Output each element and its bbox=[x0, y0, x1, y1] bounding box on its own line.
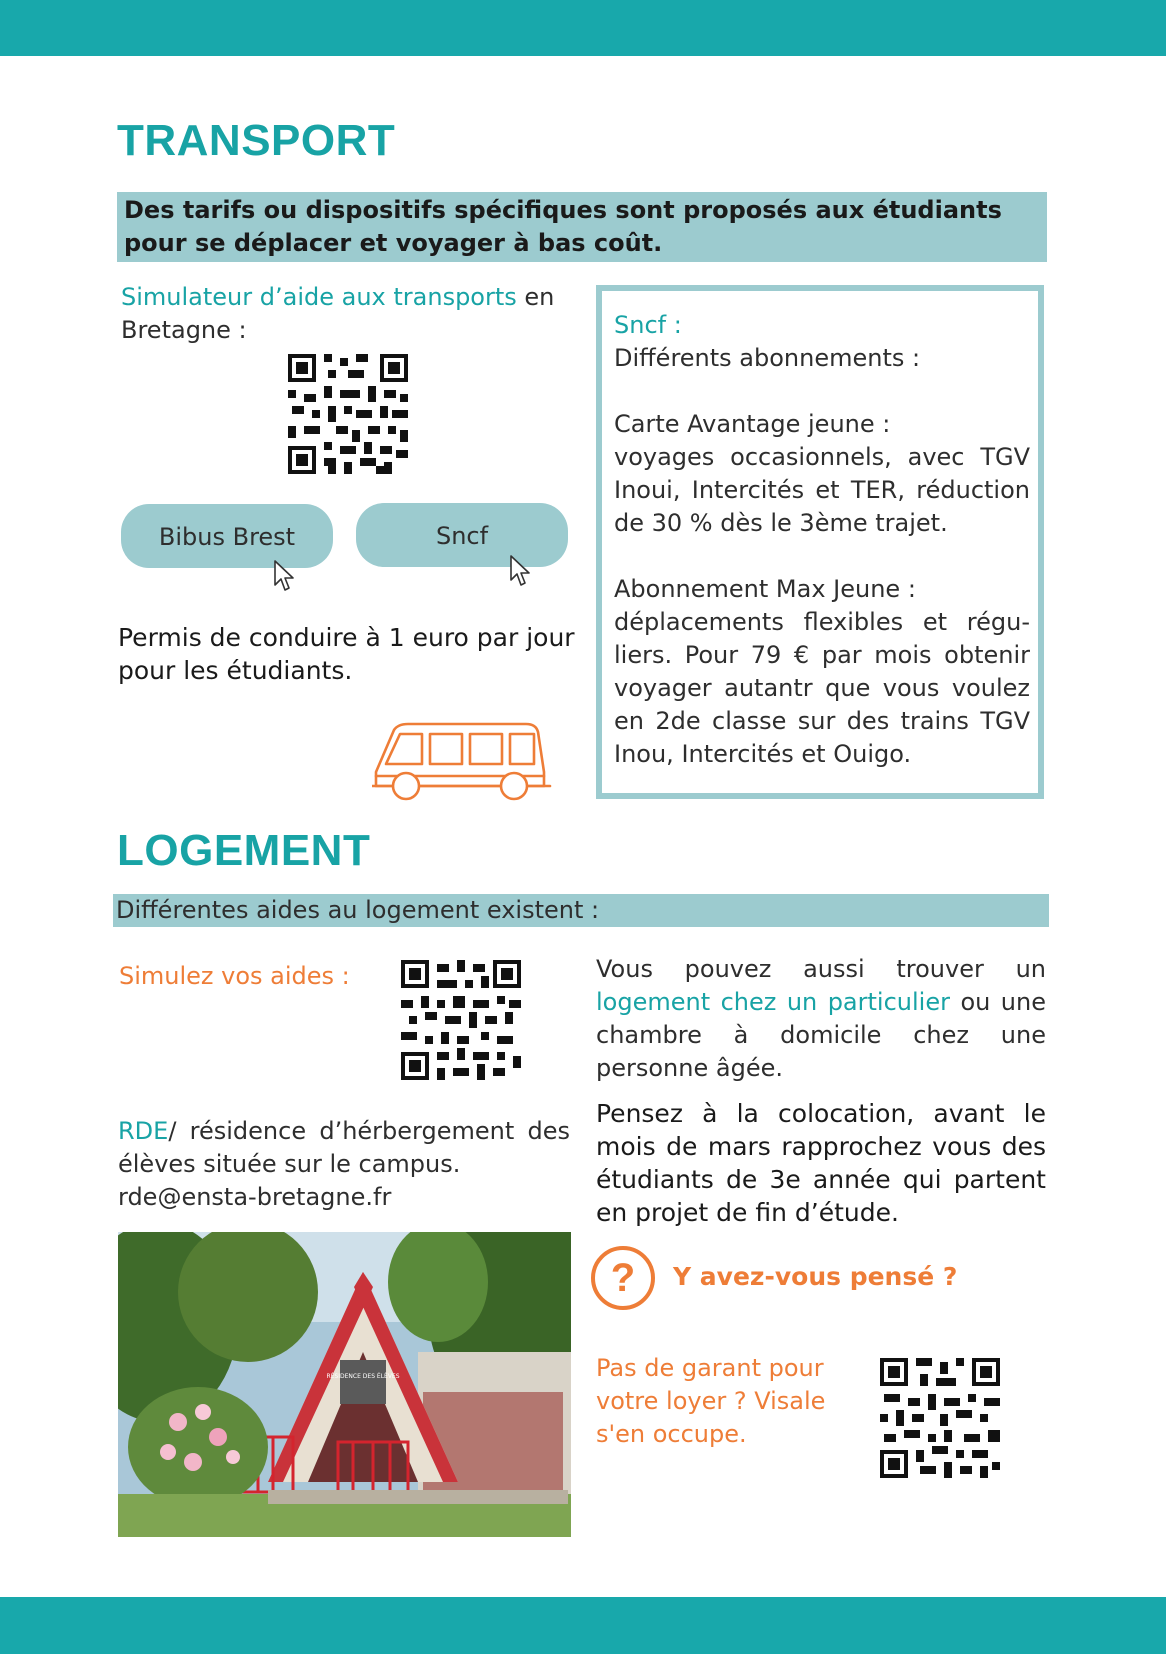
card1-text: voyages occasionnels, avec TGV Inoui, Intercités et TER, réduction de 30 % dès le 3ème trajet. bbox=[614, 443, 1030, 537]
minibus-icon bbox=[372, 718, 552, 806]
particulier-link[interactable]: logement chez un particulier bbox=[596, 988, 950, 1016]
logement-banner bbox=[113, 894, 1049, 927]
rde-email[interactable]: rde@ensta-bretagne.fr bbox=[118, 1183, 392, 1211]
colocation-text: Pensez à la colocation, avant le mois de mars rapprochez vous des étudiants de 3e année qui partent en projet de fin d’étude. bbox=[596, 1099, 1046, 1227]
particulier-before: Vous pouvez aussi trouver un bbox=[596, 955, 1046, 983]
residence-photo bbox=[118, 1232, 571, 1537]
qr-code-icon[interactable] bbox=[401, 960, 521, 1080]
permis-text: Permis de conduire à 1 euro par jour pour les étudiants. bbox=[118, 623, 575, 685]
qr-code-icon[interactable] bbox=[288, 354, 408, 474]
logement-title: LOGEMENT bbox=[117, 826, 371, 875]
top-band bbox=[0, 0, 1166, 56]
simulator-rest: en Bretagne : bbox=[121, 283, 555, 344]
rde-text: / résidence d’hérbergement des élèves située sur le campus. bbox=[118, 1117, 570, 1178]
simulator-paragraph bbox=[121, 281, 571, 347]
pointer-cursor-icon bbox=[273, 552, 295, 618]
sncf-box bbox=[596, 285, 1044, 799]
sncf-button[interactable] bbox=[356, 503, 568, 567]
pense-heading: Y avez-vous pensé ? bbox=[673, 1262, 958, 1291]
simulator-link[interactable]: Simulateur d’aide aux transports bbox=[121, 283, 517, 311]
sncf-heading: Sncf : bbox=[614, 311, 682, 339]
card2-text: déplacements flexibles et régu-liers. Pour 79 € par mois obtenir voyager autantr que vous voulez en 2de classe sur des trains TGV Inou, Intercités et Ouigo. bbox=[614, 608, 1030, 768]
photo-sign: RÉSIDENCE DES ÉLÈVES bbox=[326, 1373, 400, 1380]
question-circle-icon: ? bbox=[591, 1246, 655, 1310]
sncf-button-label: Sncf bbox=[435, 522, 489, 550]
garant-text: Pas de garant pour votre loyer ? Visale s'en occupe. bbox=[596, 1354, 826, 1448]
particulier-paragraph bbox=[596, 953, 1046, 1085]
rde-paragraph bbox=[118, 1115, 570, 1214]
simulez-label: Simulez vos aides : bbox=[119, 962, 350, 990]
transport-banner bbox=[117, 192, 1047, 262]
rde-link[interactable]: RDE bbox=[118, 1117, 169, 1145]
bibus-brest-button[interactable] bbox=[121, 504, 333, 568]
bibus-brest-label: Bibus Brest bbox=[158, 523, 296, 551]
card2-title: Abonnement Max Jeune : bbox=[614, 575, 916, 603]
qr-code-icon[interactable] bbox=[880, 1358, 1000, 1478]
transport-title: TRANSPORT bbox=[117, 116, 396, 165]
particulier-after: ou une chambre à domicile chez une personne âgée. bbox=[596, 988, 1046, 1082]
logement-banner-text: Différentes aides au logement existent : bbox=[116, 896, 600, 924]
card1-title: Carte Avantage jeune : bbox=[614, 410, 891, 438]
sncf-subheading: Différents abonnements : bbox=[614, 344, 921, 372]
bottom-band bbox=[0, 1597, 1166, 1654]
pointer-cursor-icon bbox=[509, 547, 531, 613]
transport-banner-text: Des tarifs ou dispositifs spécifiques sont proposés aux étudiants pour se déplacer et voyager à bas coût. bbox=[124, 196, 1002, 257]
